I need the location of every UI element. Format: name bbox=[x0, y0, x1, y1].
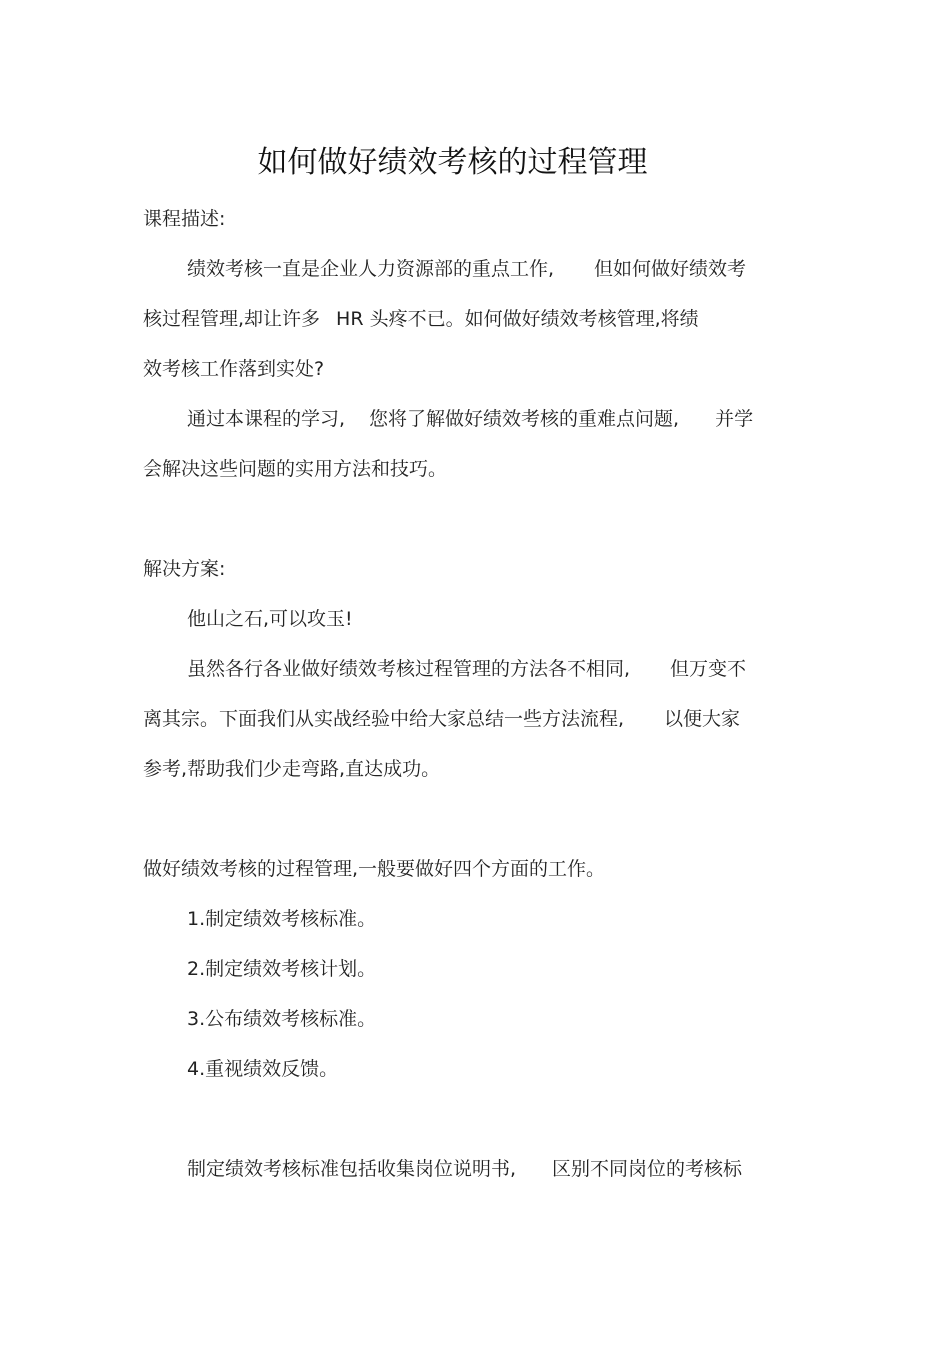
solution-paragraph-line: 他山之石,可以攻玉! bbox=[187, 608, 353, 630]
list-item: 1.制定绩效考核标准。 bbox=[187, 908, 377, 930]
text-segment: 核过程管理,却让许多 bbox=[143, 308, 321, 330]
text-segment: 但如何做好绩效考 bbox=[594, 258, 747, 280]
course-paragraph-line: 会解决这些问题的实用方法和技巧。 bbox=[143, 458, 448, 480]
process-intro: 做好绩效考核的过程管理,一般要做好四个方面的工作。 bbox=[143, 858, 606, 880]
course-paragraph-line bbox=[187, 405, 753, 433]
list-item: 3.公布绩效考核标准。 bbox=[187, 1008, 377, 1030]
page-title: 如何做好绩效考核的过程管理 bbox=[257, 145, 648, 180]
text-segment: 制定绩效考核标准包括收集岗位说明书, bbox=[187, 1158, 517, 1180]
text-segment: 但万变不 bbox=[670, 658, 747, 680]
solution-paragraph-line bbox=[143, 705, 740, 733]
course-paragraph-line: 效考核工作落到实处? bbox=[143, 358, 325, 380]
course-paragraph-line bbox=[143, 305, 699, 333]
text-segment: 以便大家 bbox=[664, 708, 741, 730]
final-paragraph-line bbox=[187, 1155, 742, 1183]
text-segment: HR 头疼不已。如何做好绩效考核管理,将绩 bbox=[336, 308, 699, 330]
text-segment: 绩效考核一直是企业人力资源部的重点工作, bbox=[187, 258, 555, 280]
list-item: 2.制定绩效考核计划。 bbox=[187, 958, 377, 980]
solution-paragraph-line: 参考,帮助我们少走弯路,直达成功。 bbox=[143, 758, 441, 780]
course-heading: 课程描述: bbox=[143, 208, 226, 230]
text-segment: 并学 bbox=[715, 408, 754, 430]
text-segment: 虽然各行各业做好绩效考核过程管理的方法各不相同, bbox=[187, 658, 631, 680]
text-segment: 区别不同岗位的考核标 bbox=[552, 1158, 743, 1180]
solution-heading: 解决方案: bbox=[143, 558, 226, 580]
text-segment: 离其宗。下面我们从实战经验中给大家总结一些方法流程, bbox=[143, 708, 625, 730]
course-paragraph-line bbox=[187, 255, 746, 283]
list-item: 4.重视绩效反馈。 bbox=[187, 1058, 339, 1080]
text-segment: 您将了解做好绩效考核的重难点问题, bbox=[369, 408, 680, 430]
solution-paragraph-line bbox=[187, 655, 746, 683]
text-segment: 通过本课程的学习, bbox=[187, 408, 346, 430]
